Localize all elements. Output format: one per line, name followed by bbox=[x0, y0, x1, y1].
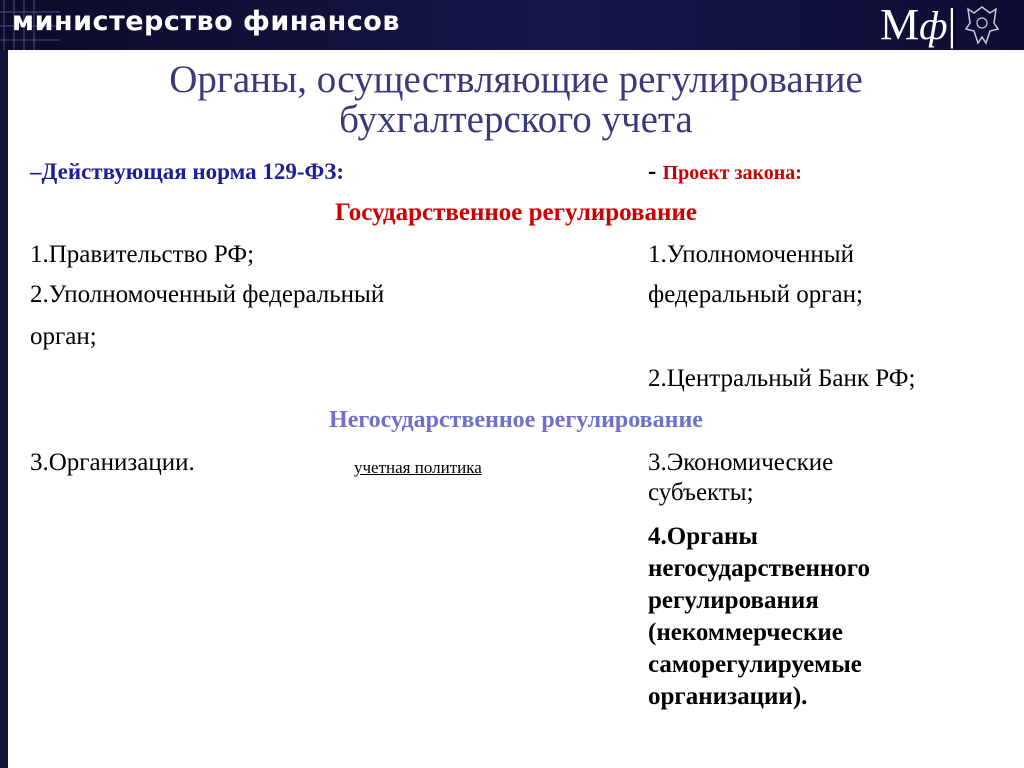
left-item-2-cont: орган; bbox=[30, 323, 97, 350]
right-item-1-cont: федеральный орган; bbox=[648, 281, 863, 308]
left-item-2: 2.Уполномоченный федеральный bbox=[30, 281, 385, 308]
left-item-1: 1.Правительство РФ; bbox=[30, 241, 255, 268]
nonstate-regulation-heading: Негосударственное регулирование bbox=[329, 407, 703, 433]
right-item-3-cont: субъекты; bbox=[648, 479, 754, 506]
right-item-4-line-3: регулирования bbox=[648, 587, 819, 614]
draft-dash: - bbox=[648, 158, 657, 185]
slide-title bbox=[8, 60, 1024, 140]
right-item-4-line-6: организации). bbox=[648, 683, 808, 710]
right-item-1: 1.Уполномоченный bbox=[648, 241, 854, 268]
current-law-heading: –Действующая норма 129-ФЗ: bbox=[30, 159, 345, 184]
logo-text: Мф| bbox=[880, 0, 957, 49]
right-item-4-line-5: саморегулируемые bbox=[648, 651, 862, 678]
ministry-logo bbox=[880, 0, 1002, 50]
draft-label: Проект закона: bbox=[662, 162, 802, 184]
draft-law-heading bbox=[648, 157, 802, 188]
right-item-3: 3.Экономические bbox=[648, 449, 834, 476]
header-bar bbox=[0, 0, 1024, 50]
left-item-3: 3.Организации. bbox=[30, 449, 195, 476]
left-border bbox=[0, 50, 8, 768]
coat-of-arms-icon bbox=[962, 3, 1002, 47]
accounting-policy-link[interactable]: учетная политика bbox=[354, 458, 482, 477]
title-line-2: бухгалтерского учета bbox=[339, 98, 693, 141]
slide-content bbox=[8, 50, 1024, 768]
title-line-1: Органы, осуществляющие регулирование bbox=[169, 58, 863, 101]
right-item-2: 2.Центральный Банк РФ; bbox=[648, 365, 916, 392]
ministry-title: министерство финансов bbox=[12, 6, 400, 37]
right-item-4-line-4: (некоммерческие bbox=[648, 619, 843, 646]
right-item-4-line-2: негосударственного bbox=[648, 555, 870, 582]
state-regulation-heading: Государственное регулирование bbox=[335, 199, 697, 226]
right-item-4-line-1: 4.Органы bbox=[648, 523, 758, 550]
